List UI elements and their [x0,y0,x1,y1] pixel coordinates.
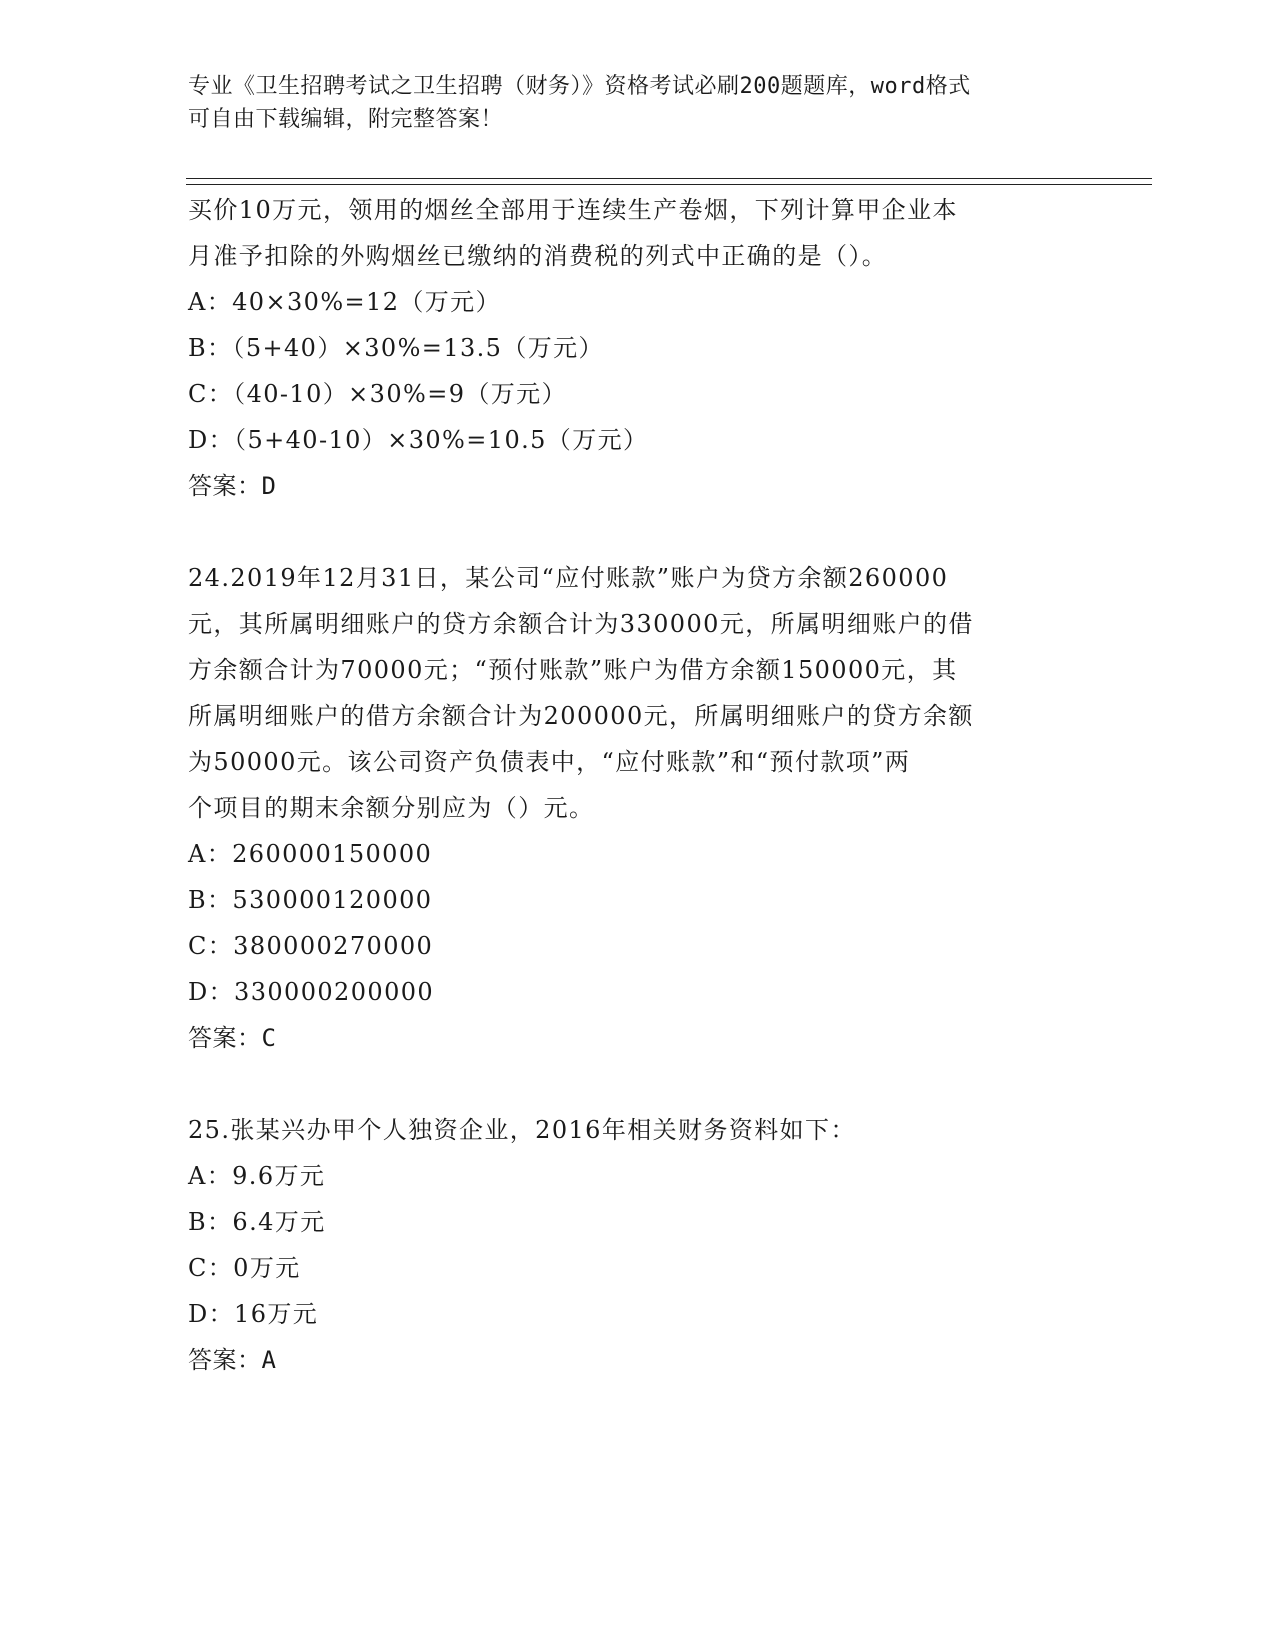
question-text-line: 月准予扣除的外购烟丝已缴纳的消费税的列式中正确的是（）。 [188,242,888,270]
question-text-line: 买价10万元，领用的烟丝全部用于连续生产卷烟，下列计算甲企业本 [188,196,958,224]
question-block [188,1107,1088,1383]
option-c: C：（40-10）×30%=9（万元） [188,380,567,408]
answer-line: 答案：D [188,472,277,500]
header-rule-bottom [186,184,1152,185]
answer-line: 答案：A [188,1346,277,1374]
question-text-line: 25.张某兴办甲个人独资企业，2016年相关财务资料如下： [188,1116,856,1144]
option-d: D：（5+40-10）×30%=10.5（万元） [188,426,649,454]
question-text-line: 方余额合计为70000元；“预付账款”账户为借方余额150000元，其 [188,656,958,684]
question-block [188,187,1088,509]
question-block [188,555,1088,1061]
question-text-line: 为50000元。该公司资产负债表中，“应付账款”和“预付款项”两 [188,748,911,776]
option-c: C：380000270000 [188,932,434,960]
question-text-line: 元，其所属明细账户的贷方余额合计为330000元，所属明细账户的借 [188,610,974,638]
question-text-line: 所属明细账户的借方余额合计为200000元，所属明细账户的贷方余额 [188,702,974,730]
option-d: D：16万元 [188,1300,319,1328]
option-a: A：260000150000 [188,840,433,868]
header-line-2: 可自由下载编辑，附完整答案！ [188,107,504,132]
option-b: B：6.4万元 [188,1208,326,1236]
question-text-line: 个项目的期末余额分别应为（）元。 [188,794,595,822]
option-a: A：9.6万元 [188,1162,326,1190]
question-text-line: 24.2019年12月31日，某公司“应付账款”账户为贷方余额260000 [188,564,949,592]
option-c: C：0万元 [188,1254,301,1282]
document-header [188,70,1088,136]
option-b: B：530000120000 [188,886,433,914]
spacer [188,1061,1088,1107]
document-body [188,187,1088,1383]
header-rule-top [186,178,1152,179]
option-d: D：330000200000 [188,978,435,1006]
option-b: B：（5+40）×30%=13.5（万元） [188,334,604,362]
answer-line: 答案：C [188,1024,277,1052]
header-line-1: 专业《卫生招聘考试之卫生招聘（财务）》资格考试必刷200题题库，word格式 [188,74,971,99]
spacer [188,509,1088,555]
option-a: A：40×30%=12（万元） [188,288,501,316]
